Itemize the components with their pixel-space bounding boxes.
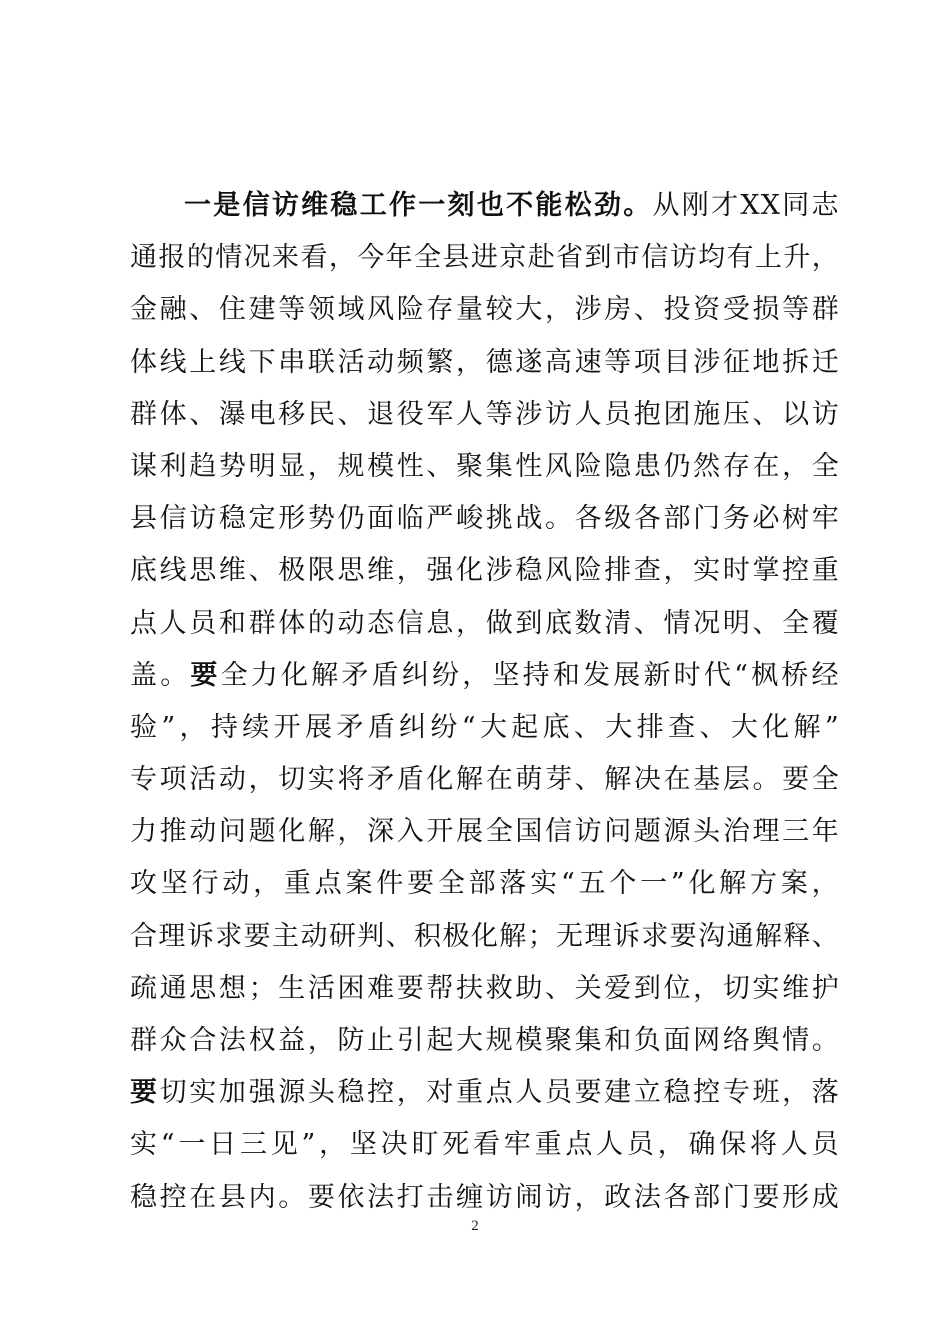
paragraph-line: 疏 通 思 想 ； 生 活 困 难 要 帮 扶 救 助 、 关 爱 到 位 ， 切 实 维 护 [130, 972, 840, 1004]
paragraph-line: 实 “ 一 日 三 见 ” ， 坚 决 盯 死 看 牢 重 点 人 员 ， 确 保 将 人 员 [130, 1129, 840, 1161]
paragraph-line: 通 报 的 情 况 来 看 ， 今 年 全 县 进 京 赴 省 到 市 信 访 均 有 上 升 ， [130, 242, 840, 274]
paragraph-line: 群 众 合 法 权 益 ， 防 止 引 起 大 规 模 聚 集 和 负 面 网 络 舆 情 。 [130, 1025, 840, 1056]
paragraph-line: 力 推 动 问 题 化 解 ， 深 入 开 展 全 国 信 访 问 题 源 头 治 理 三 年 [130, 816, 840, 848]
paragraph-line: 验 ” ， 持 续 开 展 矛 盾 纠 纷 “ 大 起 底 、 大 排 查 、 大 化 解 ” [130, 711, 840, 743]
paragraph-line: 群 体 、 瀑 电 移 民 、 退 役 军 人 等 涉 访 人 员 抱 团 施 压 、 以 访 [130, 398, 840, 430]
paragraph-line: 金 融 、 住 建 等 领 域 风 险 存 量 较 大 ， 涉 房 、 投 资 受 损 等 群 [130, 294, 840, 326]
body-paragraph [130, 180, 840, 1224]
paragraph-line: 稳 控 在 县 内 。 要 依 法 打 击 缠 访 闹 访 ， 政 法 各 部 门 要 形 成 [130, 1181, 840, 1213]
paragraph-line: 底 线 思 维 、 极 限 思 维 ， 强 化 涉 稳 风 险 排 查 ， 实 时 掌 控 重 [130, 555, 840, 587]
paragraph-line: 攻 坚 行 动 ， 重 点 案 件 要 全 部 落 实 “ 五 个 一 ” 化 解 方 案 ， [130, 868, 840, 900]
paragraph-line: 要 切 实 加 强 源 头 稳 控 ， 对 重 点 人 员 要 建 立 稳 控 专 班 ， 落 [130, 1077, 840, 1109]
paragraph-line: 县 信 访 稳 定 形 势 仍 面 临 严 峻 挑 战 。 各 级 各 部 门 务 必 树 牢 [130, 503, 840, 535]
paragraph-line: 一 是 信 访 维 稳 工 作 一 刻 也 不 能 松 劲 。 从 刚 才 XX 同 志 [184, 190, 840, 221]
paragraph-line: 盖 。 要 全 力 化 解 矛 盾 纠 纷 ， 坚 持 和 发 展 新 时 代 “ 枫 桥 经 [130, 659, 840, 691]
paragraph-line: 合 理 诉 求 要 主 动 研 判 、 积 极 化 解 ； 无 理 诉 求 要 沟 通 解 释 、 [130, 920, 840, 952]
paragraph-line: 点 人 员 和 群 体 的 动 态 信 息 ， 做 到 底 数 清 、 情 况 明 、 全 覆 [130, 607, 840, 639]
paragraph-line: 专 项 活 动 ， 切 实 将 矛 盾 化 解 在 萌 芽 、 解 决 在 基 层 。 要 全 [130, 764, 840, 796]
paragraph-line: 谋 利 趋 势 明 显 ， 规 模 性 、 聚 集 性 风 险 隐 患 仍 然 存 在 ， 全 [130, 450, 840, 482]
page-number: 2 [471, 1218, 479, 1234]
paragraph-line: 体 线 上 线 下 串 联 活 动 频 繁 ， 德 遂 高 速 等 项 目 涉 征 地 拆 迁 [130, 346, 840, 378]
